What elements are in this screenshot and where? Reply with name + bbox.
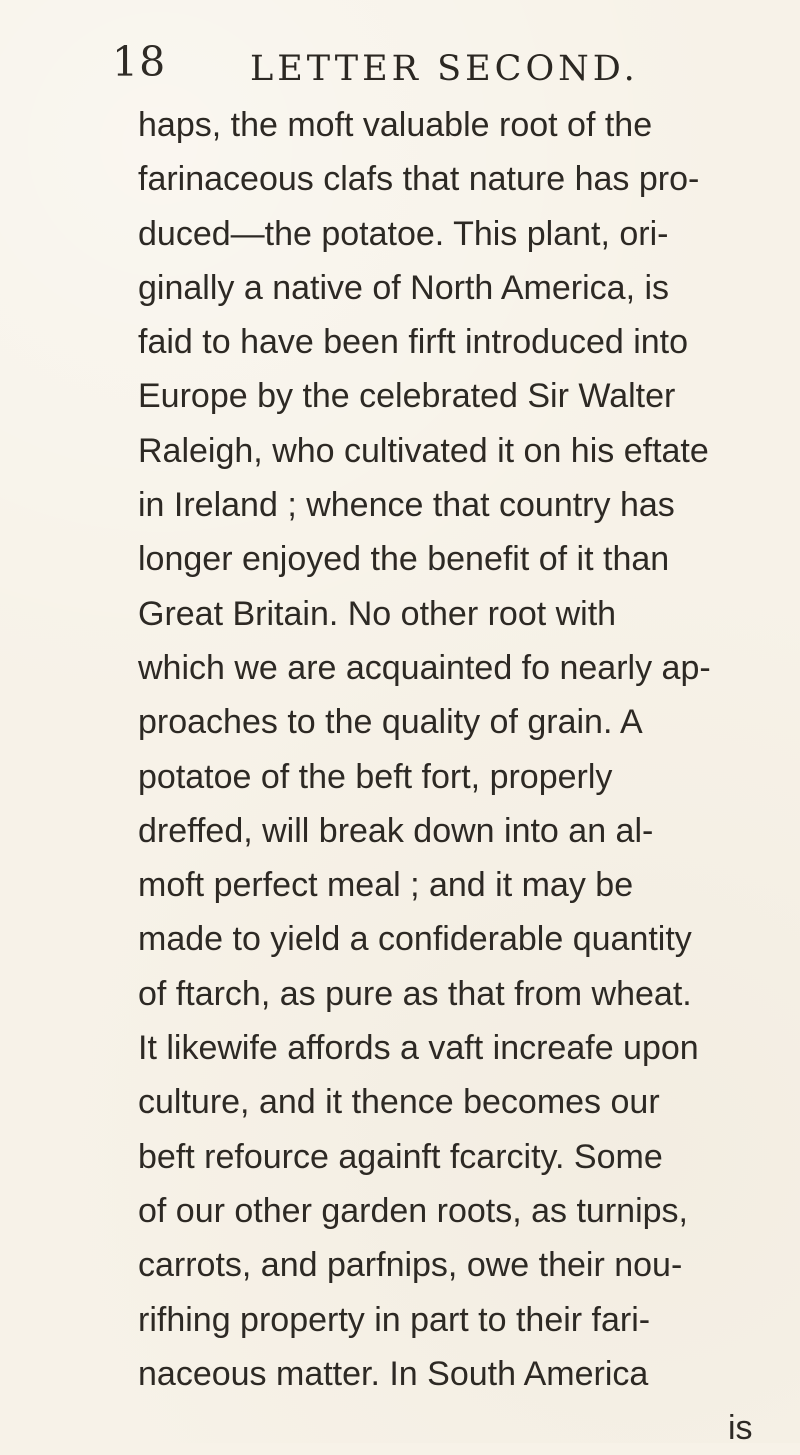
text-line: of ftarch, as pure as that from wheat. [138, 974, 692, 1013]
text-line: proaches to the quality of grain. A [138, 703, 643, 742]
text-line: Raleigh, who cultivated it on his eftate [138, 431, 709, 470]
text-line: farinaceous clafs that nature has pro- [138, 160, 700, 199]
text-line: Europe by the celebrated Sir Walter [138, 377, 676, 416]
text-line: culture, and it thence becomes our [138, 1083, 660, 1122]
running-head: LETTER SECOND. [250, 49, 639, 89]
text-line: naceous matter. In South America [138, 1354, 649, 1393]
text-line: haps, the moft valuable root of the [138, 106, 653, 144]
text-line: which we are acquainted fo nearly ap- [138, 648, 711, 687]
page-header [0, 28, 800, 88]
text-line: Great Britain. No other root with [138, 594, 617, 633]
text-line: moft perfect meal ; and it may be [138, 866, 634, 905]
text-line: ginally a native of North America, is [138, 268, 670, 307]
text-line: made to yield a confiderable quantity [138, 920, 692, 959]
text-line: carrots, and parfnips, owe their nou- [138, 1246, 683, 1285]
body-text [138, 98, 753, 1455]
text-line: It likewife affords a vaft increafe upon [138, 1029, 699, 1068]
text-line: of our other garden roots, as turnips, [138, 1191, 688, 1230]
text-line: beft refource againft fcarcity. Some [138, 1137, 663, 1176]
text-line: dreffed, will break down into an al- [138, 811, 654, 850]
text-line: duced—the potatoe. This plant, ori- [138, 214, 669, 253]
text-line: longer enjoyed the benefit of it than [138, 540, 670, 579]
catchword: is [728, 1409, 753, 1448]
text-line: in Ireland ; whence that country has [138, 486, 675, 525]
text-line: rifhing property in part to their fari- [138, 1300, 651, 1339]
text-line: potatoe of the beft fort, properly [138, 757, 613, 796]
text-line: faid to have been firft introduced into [138, 323, 689, 362]
page-number: 18 [112, 38, 167, 86]
